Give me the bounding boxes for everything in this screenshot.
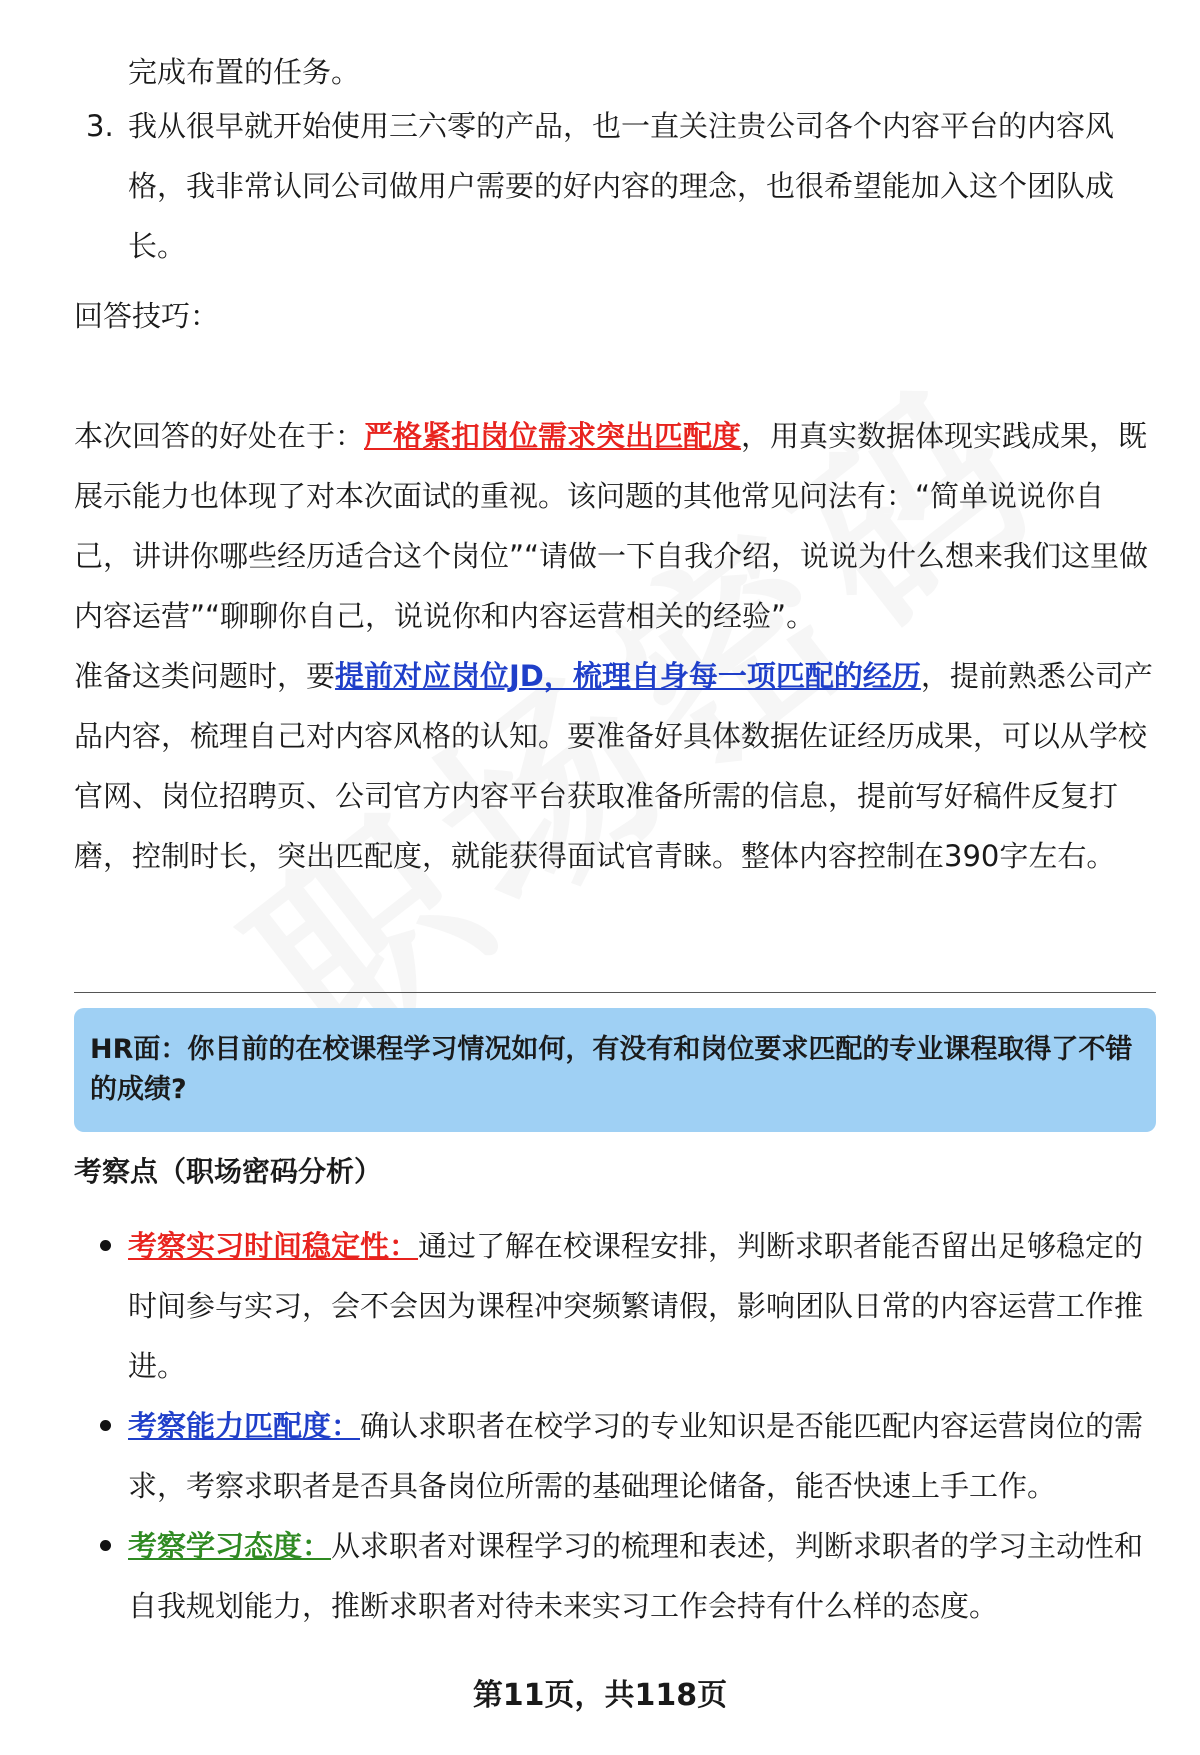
bullet-dot-icon [100,1420,111,1431]
page-footer: 第11页，共118页 [472,1678,728,1713]
analysis-point-text: 通过了解在校课程安排，判断求职者能否留出足够稳定的时间参与实习，会不会因为课程冲突频繁请假，影响团队日常的内容运营工作推进。 [128,1229,1144,1383]
question-text: HR面：你目前的在校课程学习情况如何，有没有和岗位要求匹配的专业课程取得了不错的成绩? [90,1034,1133,1105]
tips-paragraph-2-lead: 准备这类问题时，要 [74,659,336,693]
answer-continuation: 完成布置的任务。 [128,55,361,89]
analysis-point-label: 考察实习时间稳定性： [128,1229,419,1263]
highlight-match-requirement: 严格紧扣岗位需求突出匹配度 [364,419,742,453]
section-divider [74,992,1156,993]
bullet-dot-icon [100,1540,111,1551]
tips-paragraph-1-lead: 本次回答的好处在于： [74,419,365,453]
answer-item-number: 3. [86,109,114,143]
analysis-point [128,1516,1153,1636]
question-box [74,1008,1156,1132]
analysis-point-text: 确认求职者在校学习的专业知识是否能匹配内容运营岗位的需求，考察求职者是否具备岗位所需的基础理论储备，能否快速上手工作。 [128,1409,1144,1503]
analysis-point-text: 从求职者对课程学习的梳理和表述，判断求职者的学习主动性和自我规划能力，推断求职者对待未来实习工作会持有什么样的态度。 [128,1529,1144,1623]
analysis-point-label: 考察学习态度： [128,1529,332,1563]
tips-paragraph-1 [74,406,1154,646]
tips-paragraph-1-rest: ，用真实数据体现实践成果，既展示能力也体现了对本次面试的重视。该问题的其他常见问法有：“简单说说你自己，讲讲你哪些经历适合这个岗位”“请做一下自我介绍，说说为什么想来我们这里做内容运营”“聊聊你自己，说说你和内容运营相关的经验”。 [74,419,1149,633]
analysis-heading: 考察点（职场密码分析） [74,1155,383,1188]
bullet-dot-icon [100,1240,111,1251]
tips-heading: 回答技巧： [74,299,220,333]
analysis-point [128,1216,1153,1396]
tips-paragraph-2 [74,646,1154,886]
highlight-jd-match: 提前对应岗位JD，梳理自身每一项匹配的经历 [335,659,921,693]
tips-paragraph-2-rest: ，提前熟悉公司产品内容，梳理自己对内容风格的认知。要准备好具体数据佐证经历成果，可以从学校官网、岗位招聘页、公司官方内容平台获取准备所需的信息，提前写好稿件反复打磨，控制时长，突出匹配度，就能获得面试官青睐。整体内容控制在390字左右。 [74,659,1153,873]
analysis-point [128,1396,1153,1516]
analysis-point-label: 考察能力匹配度： [128,1409,361,1443]
answer-item-3 [86,96,1153,276]
answer-item-text: 我从很早就开始使用三六零的产品，也一直关注贵公司各个内容平台的内容风格，我非常认同公司做用户需要的好内容的理念，也很希望能加入这个团队成长。 [128,109,1115,263]
